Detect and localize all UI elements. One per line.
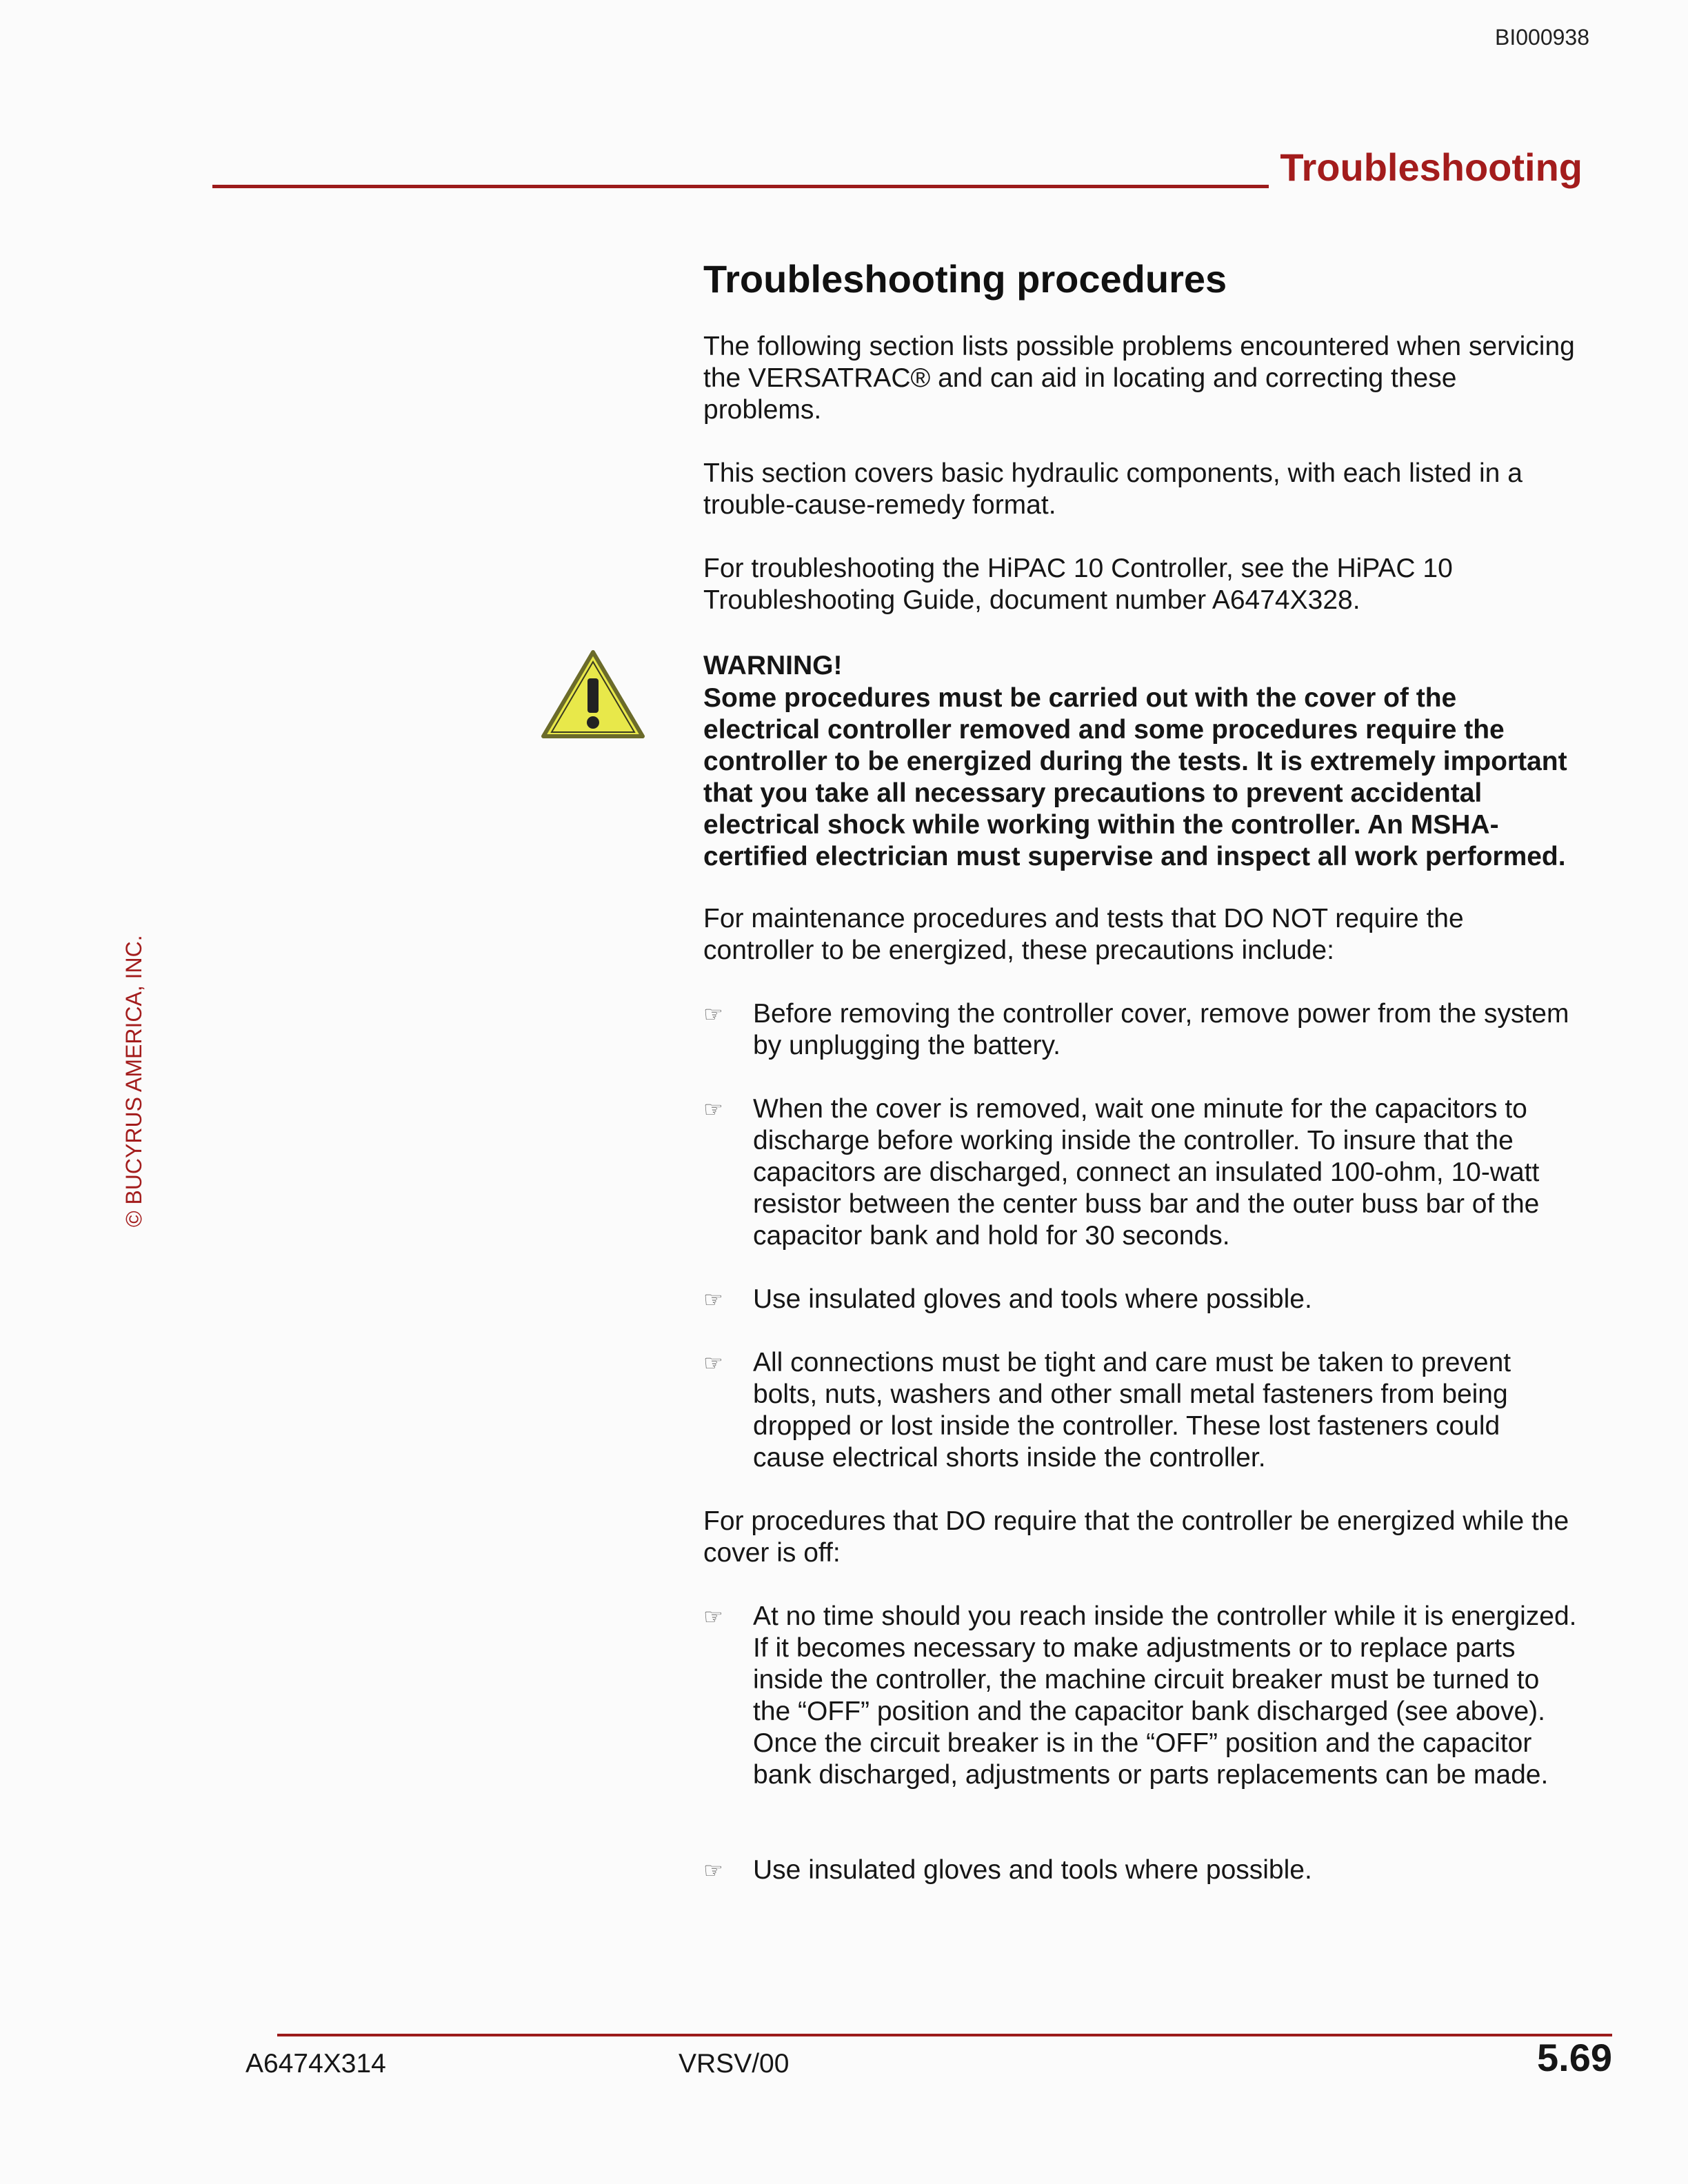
warning-title: WARNING!	[703, 651, 843, 680]
pointing-hand-icon: ☞	[703, 1351, 723, 1375]
pointing-hand-icon: ☞	[703, 1604, 723, 1629]
warning-triangle-icon	[541, 648, 645, 740]
list-item-text: When the cover is removed, wait one minute for the capacitors to discharge before working inside the controller. To insure that the capacitors are discharged, connect an insulated 100-ohm, 10-watt resistor between the center buss bar and the outer buss bar of the capacitor bank and hold for 30 seconds.	[753, 1094, 1540, 1251]
scope-paragraph: This section covers basic hydraulic components, with each listed in a trouble-cause-remedy format.	[703, 458, 1523, 520]
list-item-text: All connections must be tight and care must be taken to prevent bolts, nuts, washers and other small metal fasteners from being dropped or lost inside the controller. These lost fasteners could cause electrical shorts inside the controller.	[753, 1348, 1511, 1473]
footer-revision: VRSV/00	[679, 2049, 790, 2079]
not-energized-intro: For maintenance procedures and tests that DO NOT require the controller to be energized, these precautions include:	[703, 904, 1464, 965]
list-item-text: Use insulated gloves and tools where possible.	[753, 1855, 1312, 1885]
page-heading: Troubleshooting procedures	[703, 257, 1227, 301]
section-title: Troubleshooting	[1280, 145, 1582, 189]
copyright-notice: © BUCYRUS AMERICA, INC.	[121, 935, 146, 1227]
footer-rule	[277, 2034, 1612, 2036]
list-item-text: Use insulated gloves and tools where possible.	[753, 1284, 1312, 1314]
warning-body: Some procedures must be carried out with the cover of the electrical controller removed and some procedures require the controller to be energized during the tests. It is extremely important that you take all necessary precautions to prevent accidental electrical shock while working within the controller. An MSHA-certified electrician must supervise and inspect all work performed.	[703, 683, 1567, 871]
document-id: BI000938	[1495, 25, 1590, 50]
pointing-hand-icon: ☞	[703, 1858, 723, 1883]
hipac-reference-paragraph: For troubleshooting the HiPAC 10 Controller, see the HiPAC 10 Troubleshooting Guide, document number A6474X328.	[703, 554, 1453, 615]
page-number: 5.69	[1537, 2036, 1612, 2079]
list-item-text: At no time should you reach inside the controller while it is energized. If it becomes necessary to make adjustments or to replace parts inside the controller, the machine circuit breaker must be turned to the “OFF” position and the capacitor bank discharged (see above). Once the circuit breaker is in the “OFF” position and the capacitor bank discharged, adjustments or parts replacements can be made.	[753, 1601, 1577, 1790]
energized-intro: For procedures that DO require that the controller be energized while the cover is off:	[703, 1506, 1569, 1568]
section-header-rule	[212, 185, 1269, 188]
pointing-hand-icon: ☞	[703, 1097, 723, 1122]
intro-paragraph: The following section lists possible problems encountered when servicing the VERSATRAC® and can aid in locating and correcting these problems.	[703, 332, 1575, 425]
pointing-hand-icon: ☞	[703, 1002, 723, 1027]
footer-doc-number: A6474X314	[245, 2049, 386, 2079]
list-item-text: Before removing the controller cover, remove power from the system by unplugging the battery.	[753, 999, 1569, 1060]
pointing-hand-icon: ☞	[703, 1287, 723, 1312]
